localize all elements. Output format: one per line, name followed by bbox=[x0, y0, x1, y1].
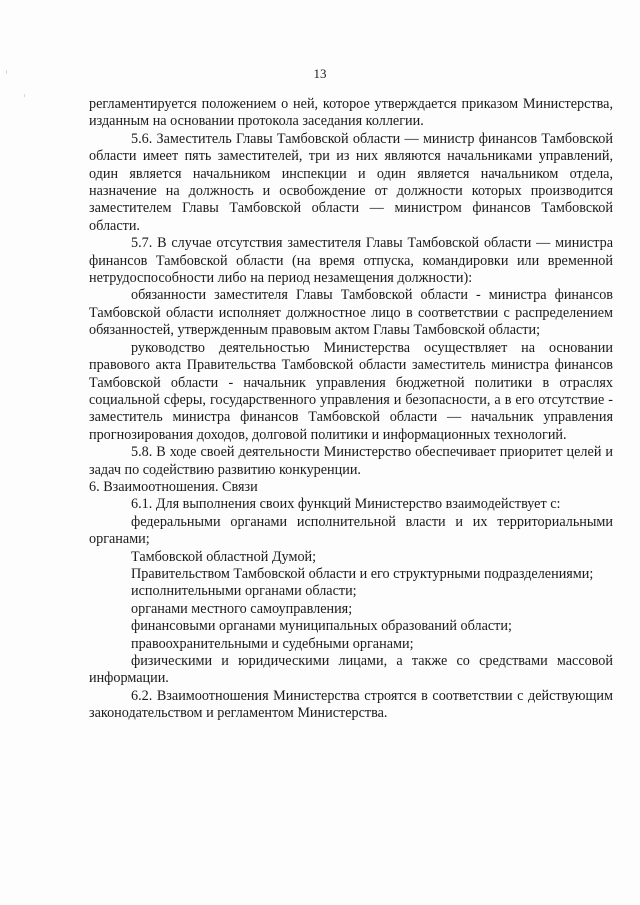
paragraph: исполнительными органами области; bbox=[131, 583, 357, 600]
page-number: 13 bbox=[313, 66, 327, 81]
paragraph: 5.6. Заместитель Главы Тамбовской области — министр финансов Тамбовской области имеет пять заместителей, три из них являются начальниками управлений, один является начальником инспекции и один является начальником отдела, назначение на должность и освобождение от должности которых производится заместителем Главы Тамбовской области — министром финансов Тамбовской области. bbox=[89, 130, 613, 234]
scan-edge-mark bbox=[24, 94, 25, 97]
paragraph: правоохранительными и судебными органами; bbox=[131, 635, 414, 652]
paragraph: финансовыми органами муниципальных образований области; bbox=[131, 618, 512, 635]
section-heading: 6. Взаимоотношения. Связи bbox=[89, 478, 258, 495]
paragraph: органами местного самоуправления; bbox=[131, 600, 353, 617]
paragraph: обязанности заместителя Главы Тамбовской области - министра финансов Тамбовской области исполняет должностное лицо в соответствии с распределением обязанностей, утвержденным правовым актом Главы Тамбовской области; bbox=[89, 287, 613, 339]
section-6 bbox=[89, 496, 613, 722]
paragraph: руководство деятельностью Министерства осуществляет на основании правового акта Правительства Тамбовской области заместитель министра финансов Тамбовской области - начальник управления бюджетной политики в отраслях социальной сферы, государственного управления и безопасности, а в его отсутствие - заместитель министра финансов Тамбовской области — начальник управления прогнозирования доходов, долговой политики и информационных технологий. bbox=[89, 339, 613, 443]
paragraph: Тамбовской областной Думой; bbox=[131, 548, 317, 565]
paragraph: 6.2. Взаимоотношения Министерства строятся в соответствии с действующим законодательством и регламентом Министерства. bbox=[89, 687, 613, 722]
section-5-continued bbox=[89, 96, 613, 479]
paragraph: 5.8. В ходе своей деятельности Министерство обеспечивает приоритет целей и задач по содействию развитию конкуренции. bbox=[89, 444, 613, 478]
paragraph: физическими и юридическими лицами, а также со средствами массовой информации. bbox=[89, 653, 613, 687]
paragraph: федеральными органами исполнительной власти и их территориальными органами; bbox=[89, 513, 613, 548]
paragraph: 5.7. В случае отсутствия заместителя Главы Тамбовской области — министра финансов Тамбовской области (на время отпуска, командировки или временной нетрудоспособности либо на период незамещения должности): bbox=[89, 235, 613, 287]
paragraph: Правительством Тамбовской области и его структурными подразделениями; bbox=[131, 565, 594, 582]
document-body bbox=[89, 96, 613, 723]
paragraph: 6.1. Для выполнения своих функций Министерство взаимодействует с: bbox=[131, 496, 561, 513]
paragraph: регламентируется положением о ней, которое утверждается приказом Министерства, изданным на основании протокола заседания коллегии. bbox=[89, 96, 613, 130]
